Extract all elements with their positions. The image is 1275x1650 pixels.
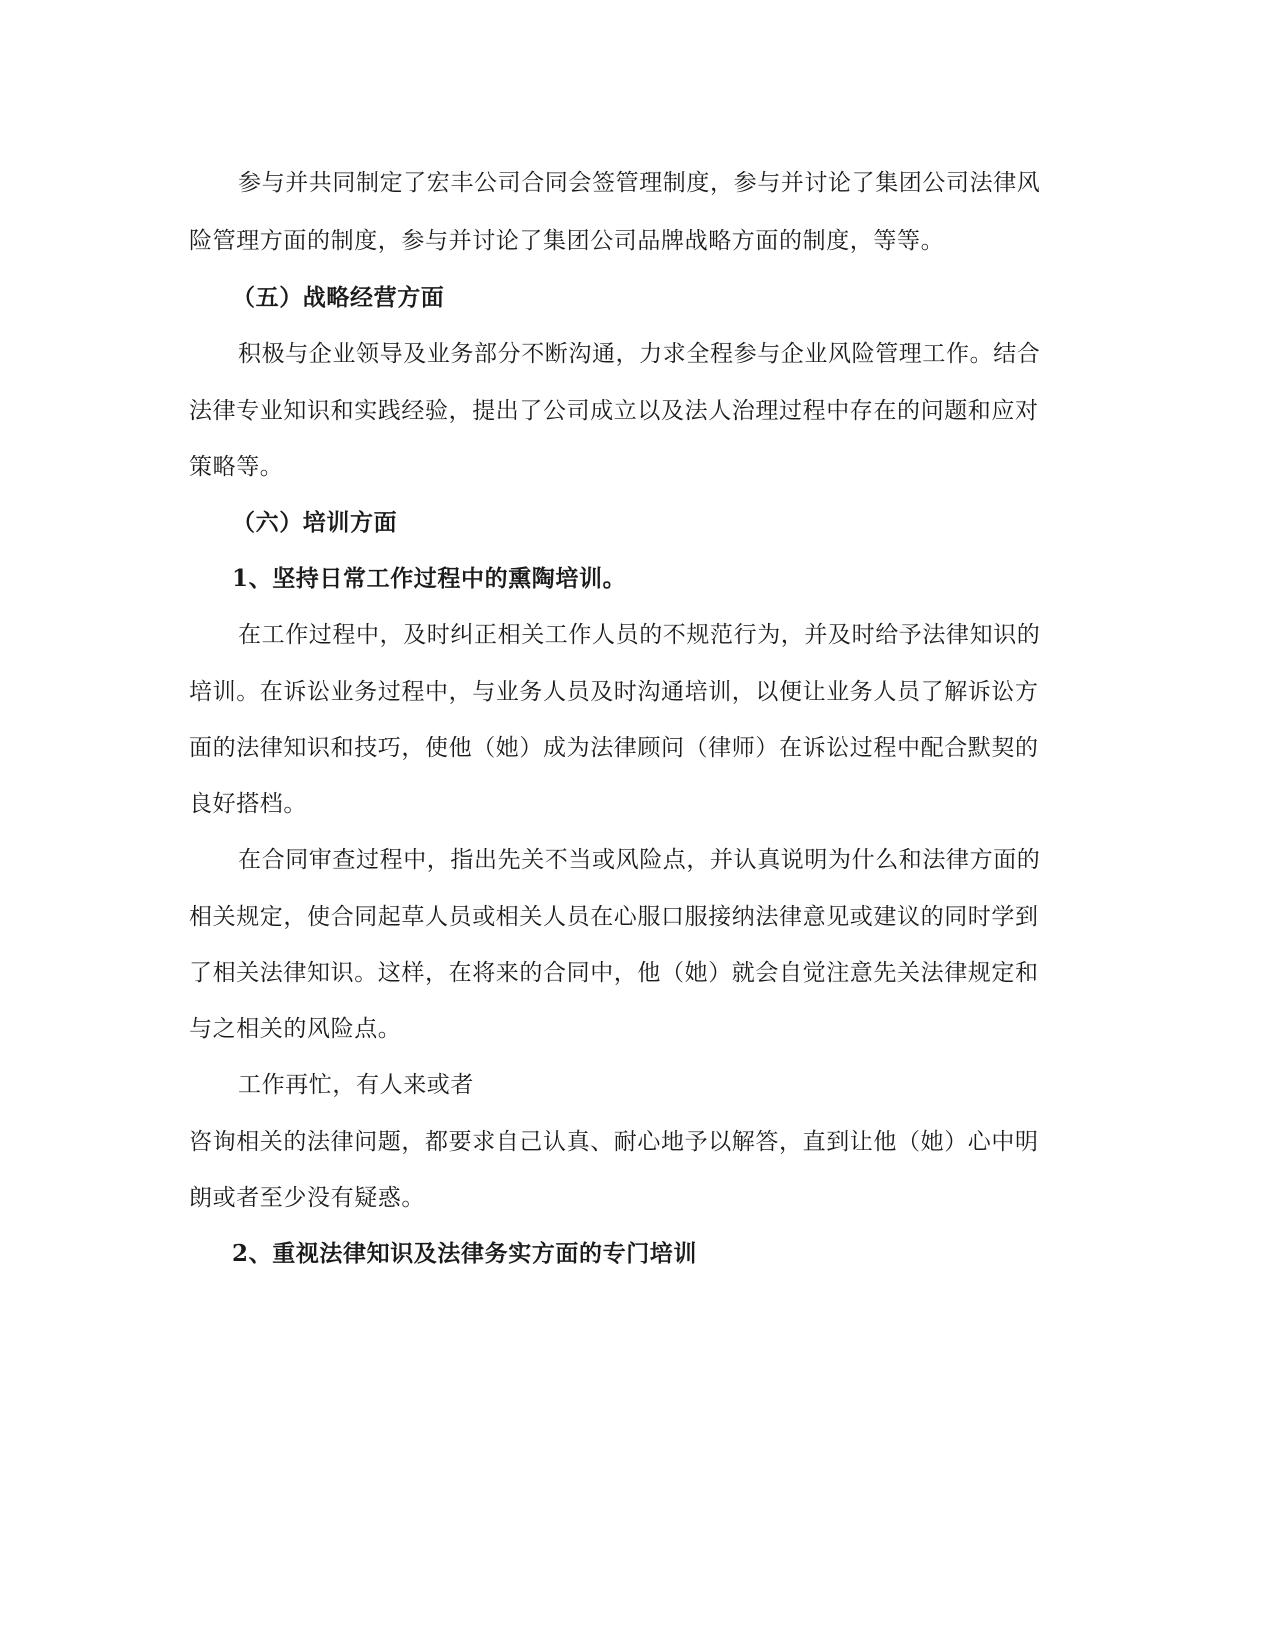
paragraph-line: 参与并共同制定了宏丰公司合同会签管理制度，参与并讨论了集团公司法律风 [238, 170, 1041, 196]
paragraph-line: 面的法律知识和技巧，使他（她）成为法律顾问（律师）在诉讼过程中配合默契的 [189, 735, 1039, 761]
paragraph-line: 在工作过程中，及时纠正相关工作人员的不规范行为，并及时给予法律知识的 [238, 622, 1041, 648]
paragraph-line: 与之相关的风险点。 [189, 1016, 402, 1042]
paragraph-line: 策略等。 [189, 454, 284, 480]
section-heading: （六）培训方面 [232, 509, 398, 536]
paragraph-line: 咨询相关的法律问题，都要求自己认真、耐心地予以解答，直到让他（她）心中明 [189, 1129, 1039, 1155]
paragraph-line: 良好搭档。 [189, 791, 307, 817]
paragraph-line: 了相关法律知识。这样，在将来的合同中，他（她）就会自觉注意先关法律规定和 [189, 960, 1039, 986]
paragraph-line: 相关规定，使合同起草人员或相关人员在心服口服接纳法律意见或建议的同时学到 [189, 904, 1039, 930]
paragraph-line: 在合同审查过程中，指出先关不当或风险点，并认真说明为什么和法律方面的 [238, 847, 1041, 873]
paragraph-line: 工作再忙，有人来或者 [238, 1072, 474, 1098]
subsection-heading: 1、坚持日常工作过程中的熏陶培训。 [232, 565, 627, 592]
paragraph-line: 法律专业知识和实践经验，提出了公司成立以及法人治理过程中存在的问题和应对 [189, 398, 1039, 424]
paragraph-line: 培训。在诉讼业务过程中，与业务人员及时沟通培训，以便让业务人员了解诉讼方 [189, 679, 1039, 705]
section-heading: （五）战略经营方面 [232, 284, 445, 311]
paragraph-line: 朗或者至少没有疑惑。 [189, 1185, 425, 1211]
paragraph-line: 积极与企业领导及业务部分不断沟通，力求全程参与企业风险管理工作。结合 [238, 341, 1041, 367]
paragraph-line: 险管理方面的制度，参与并讨论了集团公司品牌战略方面的制度，等等。 [189, 228, 945, 254]
subsection-heading: 2、重视法律知识及法律务实方面的专门培训 [232, 1240, 698, 1267]
